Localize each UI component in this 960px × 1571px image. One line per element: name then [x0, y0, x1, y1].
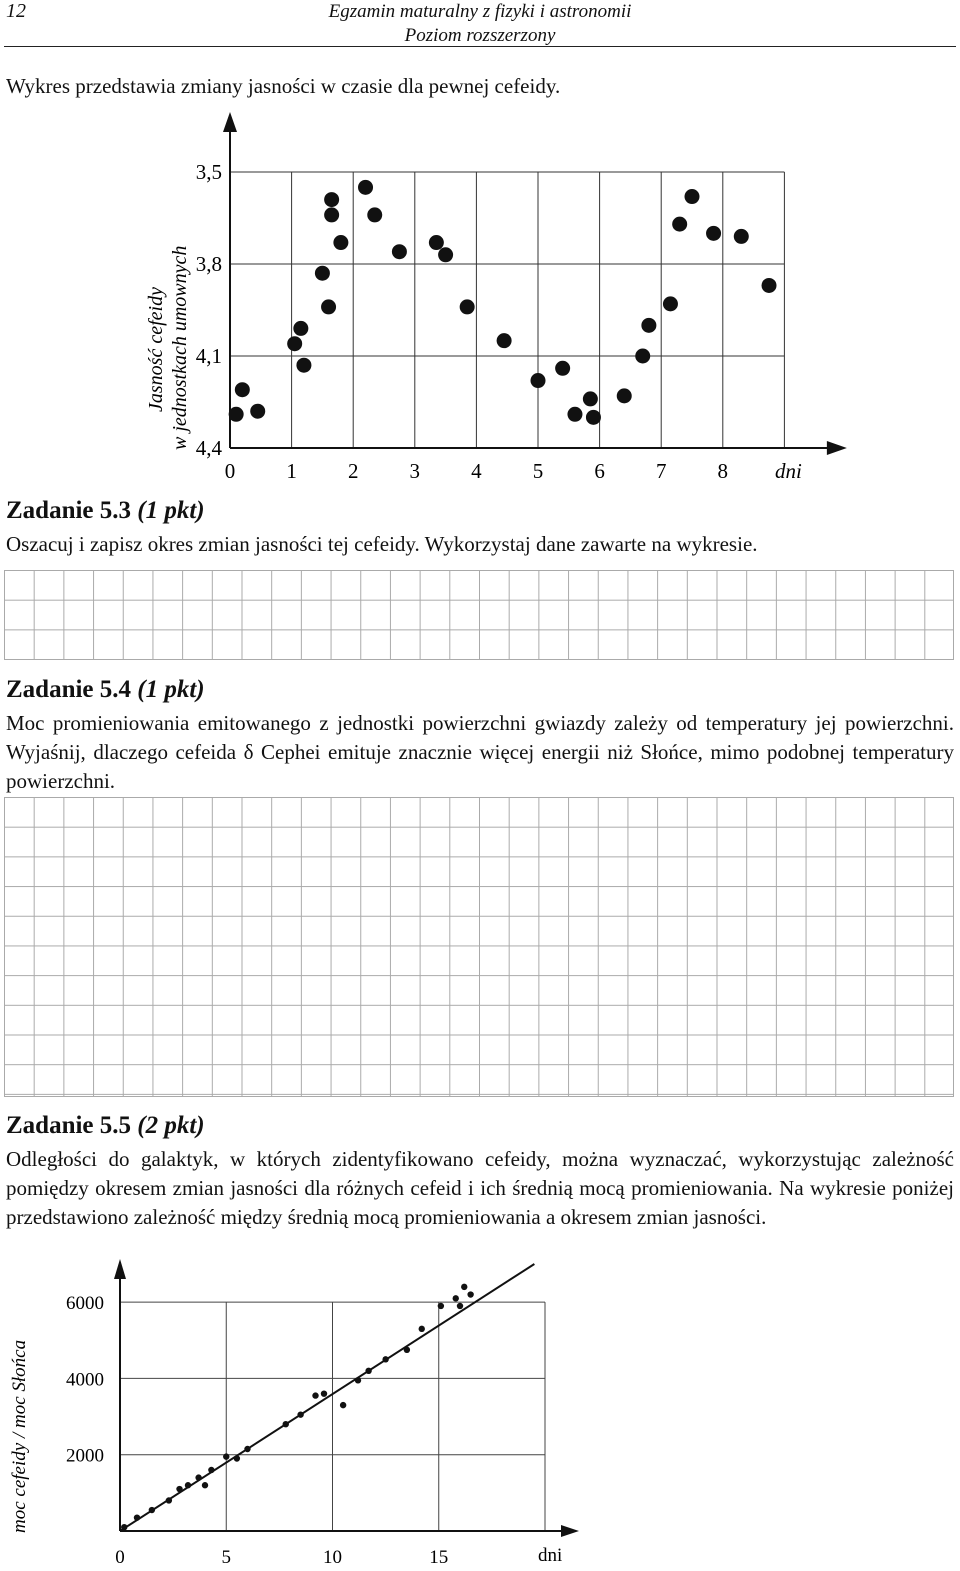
task-5-5-label: Zadanie 5.5 — [6, 1112, 132, 1139]
chart1-point — [685, 189, 700, 204]
chart2-point — [321, 1390, 327, 1396]
chart2-point — [312, 1392, 318, 1398]
chart2-x-tick: 15 — [429, 1547, 449, 1568]
chart1-xlabel: dni — [775, 459, 802, 483]
task-5-3-text: Oszacuj i zapisz okres zmian jasności tej cefeidy. Wykorzystaj dane zawarte na wykresie. — [6, 532, 758, 556]
chart2-point — [404, 1347, 410, 1353]
chart2-point — [297, 1411, 303, 1417]
chart1-point — [734, 229, 749, 244]
chart1-point — [706, 226, 721, 241]
chart2-y-tick: 2000 — [66, 1445, 104, 1467]
task-5-5-title — [6, 1112, 205, 1140]
chart2-point — [340, 1402, 346, 1408]
chart2-point — [365, 1368, 371, 1374]
chart2-point — [185, 1482, 191, 1488]
chart1-point — [555, 361, 570, 376]
chart2-point — [438, 1303, 444, 1309]
chart2-point — [453, 1295, 459, 1301]
chart2-point — [134, 1514, 140, 1520]
answer-grid-5-4[interactable] — [4, 797, 954, 1097]
chart1-x-arrow — [827, 441, 847, 455]
chart2-trend-line — [120, 1264, 534, 1531]
chart1-x-tick: 0 — [224, 459, 236, 483]
chart2-point — [419, 1326, 425, 1332]
chart1-y-arrow — [223, 112, 237, 132]
task-5-4-title — [6, 676, 205, 704]
chart2-point — [234, 1455, 240, 1461]
page-header — [0, 0, 960, 48]
chart1-point — [321, 299, 336, 314]
chart1-y-tick: 4,4 — [195, 436, 222, 460]
chart2-point — [208, 1467, 214, 1473]
answer-grid-5-3[interactable] — [4, 570, 954, 660]
chart2-point — [382, 1356, 388, 1362]
chart2-point — [467, 1291, 473, 1297]
light-curve-chart — [110, 110, 850, 490]
chart2-point — [223, 1453, 229, 1459]
task-5-3-label: Zadanie 5.3 — [6, 497, 132, 524]
chart2-x-tick: 10 — [323, 1547, 342, 1568]
task-5-5-points: (2 pkt) — [137, 1112, 205, 1139]
chart2-point — [121, 1524, 127, 1530]
chart2-point — [457, 1303, 463, 1309]
task-5-3-points: (1 pkt) — [137, 497, 205, 524]
chart1-axes — [223, 112, 847, 455]
chart1-y-tick: 3,5 — [195, 160, 222, 184]
chart1-point — [250, 404, 265, 419]
chart2-trend — [120, 1264, 534, 1531]
chart1-point — [392, 244, 407, 259]
chart2-grid — [120, 1302, 545, 1531]
chart2-y-tick: 6000 — [66, 1293, 104, 1315]
chart1-x-tick: 8 — [717, 459, 729, 483]
chart1-point — [583, 391, 598, 406]
header-divider — [4, 46, 956, 47]
chart1-point — [296, 358, 311, 373]
page-number: 12 — [6, 0, 26, 22]
task-5-3-title — [6, 497, 205, 525]
chart2-x-arrow — [561, 1525, 579, 1537]
chart1-point — [367, 207, 382, 222]
chart2-x-tick: 5 — [221, 1547, 231, 1568]
chart1-point — [663, 296, 678, 311]
chart2-y-arrow — [114, 1259, 126, 1279]
chart1-x-tick: 3 — [409, 459, 421, 483]
chart1-point — [497, 333, 512, 348]
chart1-point — [567, 407, 582, 422]
chart1-points — [229, 180, 777, 425]
chart1-point — [315, 266, 330, 281]
chart1-point — [293, 321, 308, 336]
chart1-point — [586, 410, 601, 425]
chart2-y-tick: 4000 — [66, 1369, 104, 1391]
chart1-point — [324, 207, 339, 222]
chart1-x-tick: 2 — [347, 459, 359, 483]
chart1-point — [358, 180, 373, 195]
chart1-point — [762, 278, 777, 293]
chart2-point — [195, 1474, 201, 1480]
chart1-point — [617, 388, 632, 403]
chart1-point — [235, 382, 250, 397]
chart2-point — [202, 1482, 208, 1488]
chart2-point — [461, 1284, 467, 1290]
chart2-point — [176, 1486, 182, 1492]
intro-text: Wykres przedstawia zmiany jasności w czasie dla pewnej cefeidy. — [6, 74, 561, 98]
chart2-ylabel: moc cefeidy / moc Słońca — [9, 1339, 30, 1533]
task-5-4-label: Zadanie 5.4 — [6, 676, 132, 703]
chart1-y-tick: 3,8 — [195, 252, 222, 276]
chart1-point — [672, 217, 687, 232]
chart1-point — [333, 235, 348, 250]
chart1-x-tick: 4 — [471, 459, 482, 483]
chart2-point — [166, 1497, 172, 1503]
chart2-x-tick: 0 — [115, 1547, 125, 1568]
chart1-ylabel-line2: w jednostkach umownych — [169, 245, 191, 450]
chart1-x-tick: 1 — [286, 459, 297, 483]
chart2-points — [121, 1284, 474, 1531]
chart1-y-tick: 4,1 — [195, 344, 222, 368]
chart1-point — [531, 373, 546, 388]
chart1-x-tick: 5 — [532, 459, 544, 483]
chart1-point — [287, 336, 302, 351]
chart1-point — [229, 407, 244, 422]
header-title: Egzamin maturalny z fizyki i astronomii — [328, 1, 632, 22]
chart1-x-tick: 6 — [594, 459, 605, 483]
chart2-point — [283, 1421, 289, 1427]
chart1-point — [324, 192, 339, 207]
task-5-5-text: Odległości do galaktyk, w których zidentyfikowano cefeidy, można wyznaczać, wykorzystując zależność pomiędzy okresem zmian jasności dla różnych cefeid i ich średnią mocą promieniowania. Na wykresie poniżej przedstawiono zależność między średnią mocą promieniowania a okresem zmian jasności. — [6, 1147, 954, 1229]
chart1-ylabel-line1: Jasność cefeidy — [145, 287, 167, 412]
chart1-point — [429, 235, 444, 250]
chart2-point — [355, 1377, 361, 1383]
header-subtitle: Poziom rozszerzony — [404, 25, 556, 46]
chart1-grid — [230, 172, 784, 448]
chart1-point — [635, 349, 650, 364]
task-5-4-points: (1 pkt) — [137, 676, 205, 703]
chart2-xlabel: dni — [538, 1545, 563, 1566]
period-luminosity-chart — [0, 1255, 600, 1571]
chart2-point — [244, 1446, 250, 1452]
chart1-point — [460, 299, 475, 314]
chart1-x-tick: 7 — [655, 459, 667, 483]
chart2-point — [149, 1507, 155, 1513]
chart2-axes — [114, 1259, 579, 1537]
chart1-point — [438, 247, 453, 262]
task-5-4-text: Moc promieniowania emitowanego z jednostki powierzchni gwiazdy zależy od temperatury jej powierzchni. Wyjaśnij, dlaczego cefeida δ Cephei emituje znacznie więcej energii niż Słońce, mimo podobnej temperatury powierzchni. — [6, 711, 954, 793]
chart1-point — [641, 318, 656, 333]
